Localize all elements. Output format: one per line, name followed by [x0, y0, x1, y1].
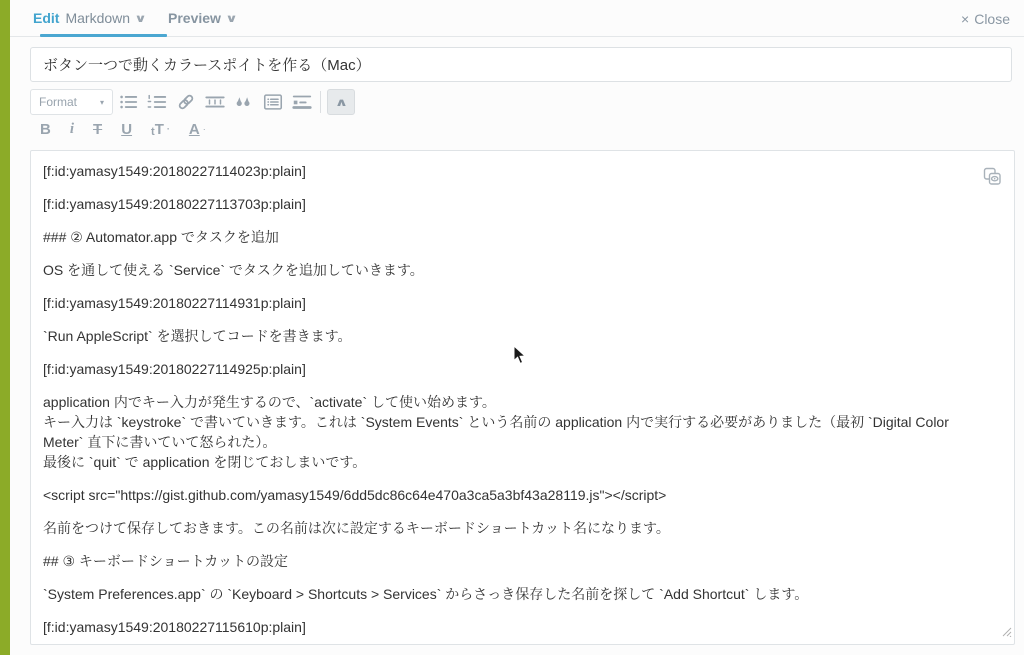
blockquote-icon[interactable]	[229, 89, 258, 115]
chevron-down-icon[interactable]: ∨	[225, 12, 238, 25]
editor-line: 最後に `quit` で application を閉じておしまいです。	[43, 454, 367, 470]
open-preview-window-icon[interactable]	[983, 167, 1002, 191]
table-of-contents-icon[interactable]	[258, 89, 287, 115]
editor-line	[43, 247, 988, 260]
bold-button[interactable]: B	[40, 120, 51, 138]
editor-line: [f:id:yamasy1549:20180227115610p:plain]	[43, 619, 306, 635]
italic-button[interactable]: i	[69, 120, 75, 137]
editor-line	[43, 280, 988, 293]
editor-line	[43, 538, 988, 551]
editor-line	[43, 313, 988, 326]
editor-line: OS を通して使える `Service` でタスクを追加していきます。	[43, 262, 424, 278]
editor-header	[10, 0, 1024, 37]
editor-line: `System Preferences.app` の `Keyboard > Shortcuts > Services` からさっき保存した名前を探して `Add Shortcut` します。	[43, 586, 809, 602]
close-label: Close	[974, 11, 1010, 27]
chevron-down-icon[interactable]: ∨	[134, 12, 147, 25]
editor-content[interactable]	[31, 151, 1014, 644]
close-button[interactable]	[961, 11, 1010, 27]
text-size-small-glyph: t	[151, 125, 155, 138]
footnote-icon[interactable]	[287, 89, 316, 115]
entry-title-input[interactable]	[30, 47, 1012, 82]
close-icon: ×	[961, 11, 970, 27]
editor-line	[43, 346, 988, 359]
editor-line: <script src="https://gist.github.com/yamasy1549/6dd5dc86c64e470a3ca5a3bf43a28119.js"></script>	[43, 487, 667, 503]
ordered-list-icon[interactable]	[142, 89, 171, 115]
editor-line	[43, 181, 988, 194]
text-color-button[interactable]	[189, 121, 206, 138]
bullet-list-icon[interactable]	[113, 89, 142, 115]
editor-line: [f:id:yamasy1549:20180227114925p:plain]	[43, 361, 306, 377]
window-accent-bar	[0, 0, 10, 655]
active-tab-indicator	[40, 34, 167, 37]
editor-line	[43, 604, 988, 617]
tab-preview-label: Preview	[168, 10, 221, 26]
text-color-glyph: A	[188, 120, 200, 138]
chevron-up-icon: ∧	[334, 96, 348, 109]
editor-line	[43, 379, 988, 392]
editor-line: [f:id:yamasy1549:20180227114023p:plain]	[43, 163, 306, 179]
editor-line: ### ② Automator.app でタスクを追加	[43, 229, 279, 245]
editor-line	[43, 214, 988, 227]
editor-line	[43, 505, 988, 518]
text-size-large-glyph: T	[154, 120, 164, 138]
inline-style-toolbar	[40, 117, 206, 141]
editor-line: `Run AppleScript` を選択してコードを書きます。	[43, 328, 352, 344]
read-more-icon[interactable]	[200, 89, 229, 115]
editor-line: [f:id:yamasy1549:20180227114931p:plain]	[43, 295, 306, 311]
strikethrough-button[interactable]: T	[93, 120, 103, 138]
markdown-editor-box	[30, 150, 1015, 645]
editor-line: [f:id:yamasy1549:20180227113703p:plain]	[43, 196, 306, 212]
format-dropdown-label: Format	[39, 95, 78, 109]
textarea-resize-handle[interactable]	[1000, 624, 1012, 642]
format-dropdown[interactable]	[30, 89, 113, 115]
formatting-toolbar	[30, 88, 355, 116]
editor-line	[43, 472, 988, 485]
toolbar-separator	[320, 91, 321, 113]
editor-line: ## ③ キーボードショートカットの設定	[43, 553, 289, 569]
dropdown-dot-icon: ·	[166, 124, 170, 134]
caret-down-icon: ▾	[99, 97, 104, 107]
editor-line	[43, 571, 988, 584]
dropdown-dot-icon: ·	[202, 124, 206, 134]
tab-edit-mode-label: Markdown	[65, 10, 131, 26]
editor-line: 名前をつけて保存しておきます。この名前は次に設定するキーボードショートカット名になります。	[43, 520, 670, 536]
underline-button[interactable]: U	[121, 120, 133, 138]
tab-edit-markdown[interactable]	[33, 0, 145, 36]
toolbar-collapse-button[interactable]	[327, 89, 355, 115]
editor-line: application 内でキー入力が発生するので、`activate` して使い始めます。	[43, 394, 496, 410]
tab-edit-label: Edit	[33, 10, 60, 26]
link-icon[interactable]	[171, 89, 200, 115]
text-size-button[interactable]	[151, 121, 170, 138]
tab-preview[interactable]	[168, 0, 236, 36]
editor-line: キー入力は `keystroke` で書いていきます。これは `System Events` という名前の application 内で実行する必要がありました（最初 `Digital Color Meter` 直下に書いていて怒られた）。	[43, 414, 953, 450]
